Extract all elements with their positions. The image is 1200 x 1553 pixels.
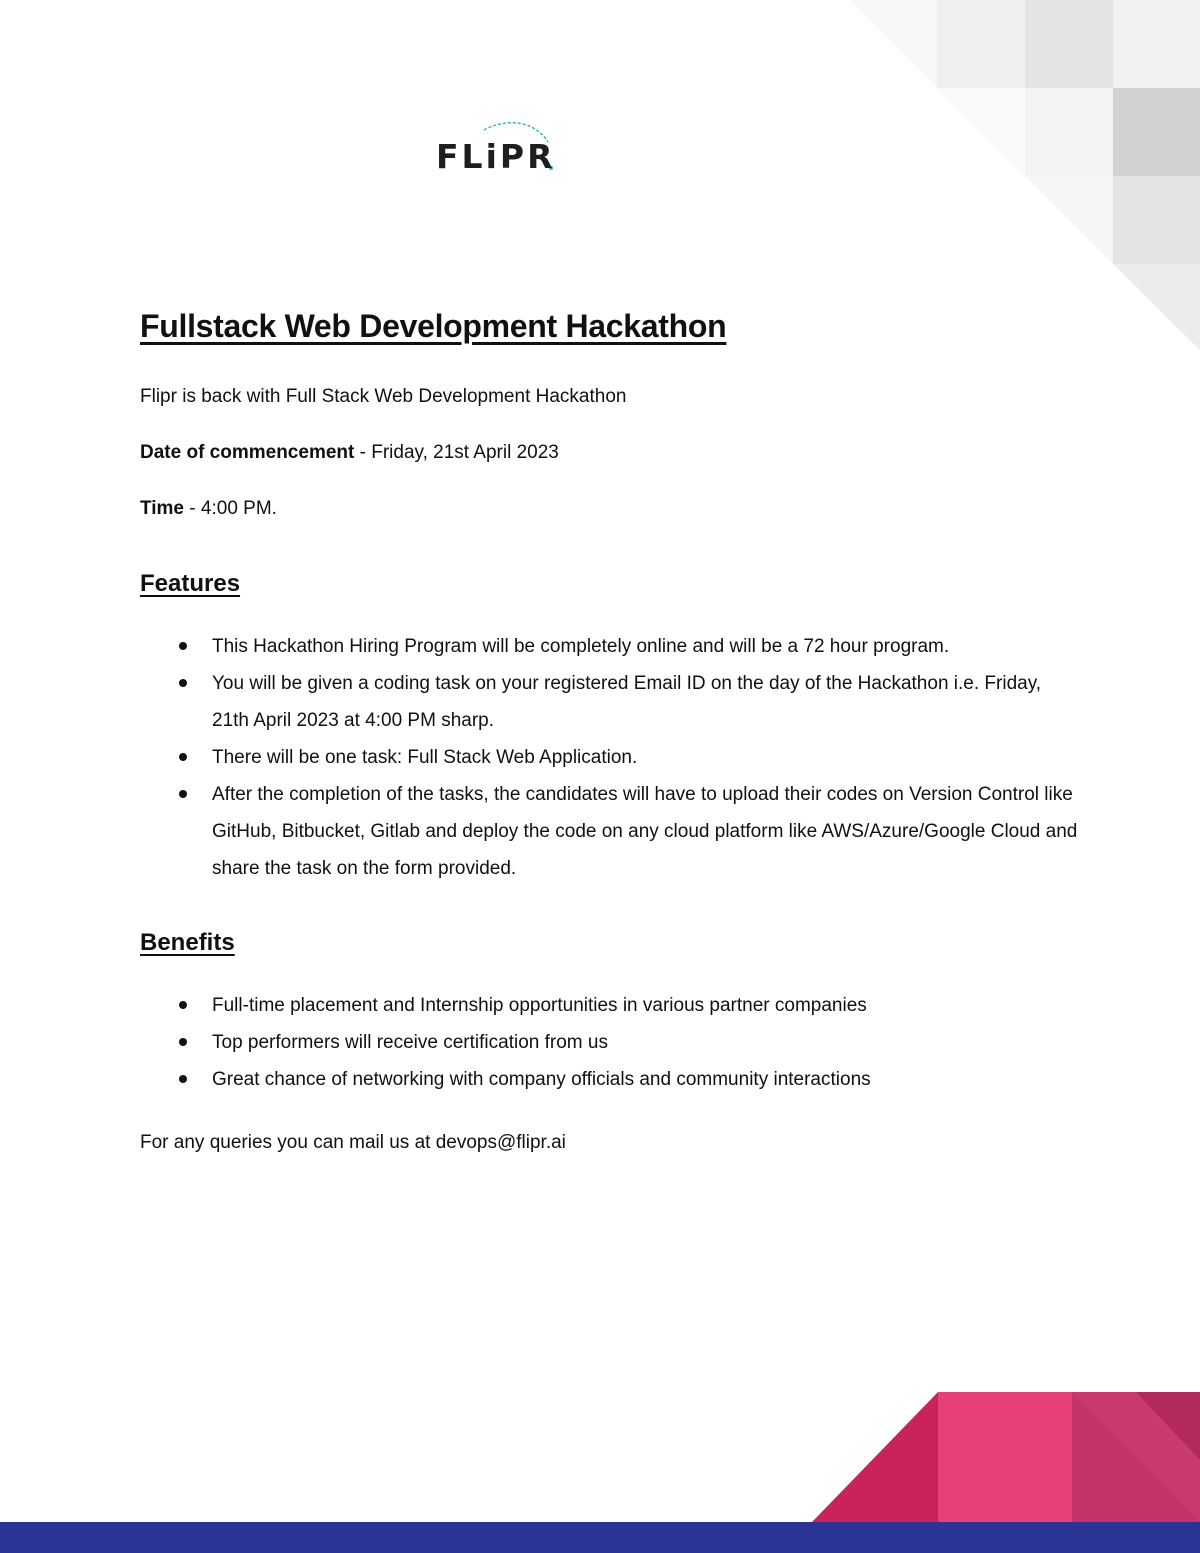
- list-item: Top performers will receive certification from us: [140, 1024, 1080, 1061]
- list-item: Great chance of networking with company officials and community interactions: [140, 1061, 1080, 1098]
- time-label: Time: [140, 498, 185, 519]
- bullet-icon: [179, 1075, 187, 1083]
- document-body: [140, 300, 1080, 1158]
- list-item: There will be one task: Full Stack Web Application.: [140, 739, 1080, 776]
- list-item: This Hackathon Hiring Program will be completely online and will be a 72 hour program.: [140, 628, 1080, 665]
- features-list: [140, 628, 1080, 887]
- bullet-icon: [179, 642, 187, 650]
- flipr-logo: [434, 118, 564, 180]
- list-item: Full-time placement and Internship opportunities in various partner companies: [140, 987, 1080, 1024]
- list-item: You will be given a coding task on your registered Email ID on the day of the Hackathon i.e. Friday, 21th April 2023 at 4:00 PM sharp.: [140, 665, 1080, 739]
- footer-bar: [0, 1522, 1200, 1553]
- list-item: After the completion of the tasks, the candidates will have to upload their codes on Version Control like GitHub, Bitbucket, Gitlab and deploy the code on any cloud platform like AWS/Azure/Google Cloud and share the task on the form provided.: [140, 776, 1080, 887]
- bullet-icon: [179, 679, 187, 687]
- date-label: Date of commencement: [140, 442, 355, 463]
- date-value: - Friday, 21st April 2023: [354, 442, 559, 463]
- page-title: Fullstack Web Development Hackathon: [140, 308, 727, 344]
- intro-text: Flipr is back with Full Stack Web Development Hackathon: [140, 386, 627, 407]
- benefits-list: [140, 987, 1080, 1098]
- date-line: [140, 438, 1080, 468]
- contact-text: For any queries you can mail us at devops@flipr.ai: [140, 1132, 566, 1153]
- time-line: [140, 494, 1080, 524]
- bullet-icon: [179, 753, 187, 761]
- bullet-icon: [179, 1001, 187, 1009]
- bullet-icon: [179, 790, 187, 798]
- time-value: - 4:00 PM.: [184, 498, 277, 519]
- bullet-icon: [179, 1038, 187, 1046]
- features-heading: Features: [140, 570, 241, 597]
- benefits-heading: Benefits: [140, 929, 235, 956]
- logo-text: FLiPR: [436, 137, 556, 176]
